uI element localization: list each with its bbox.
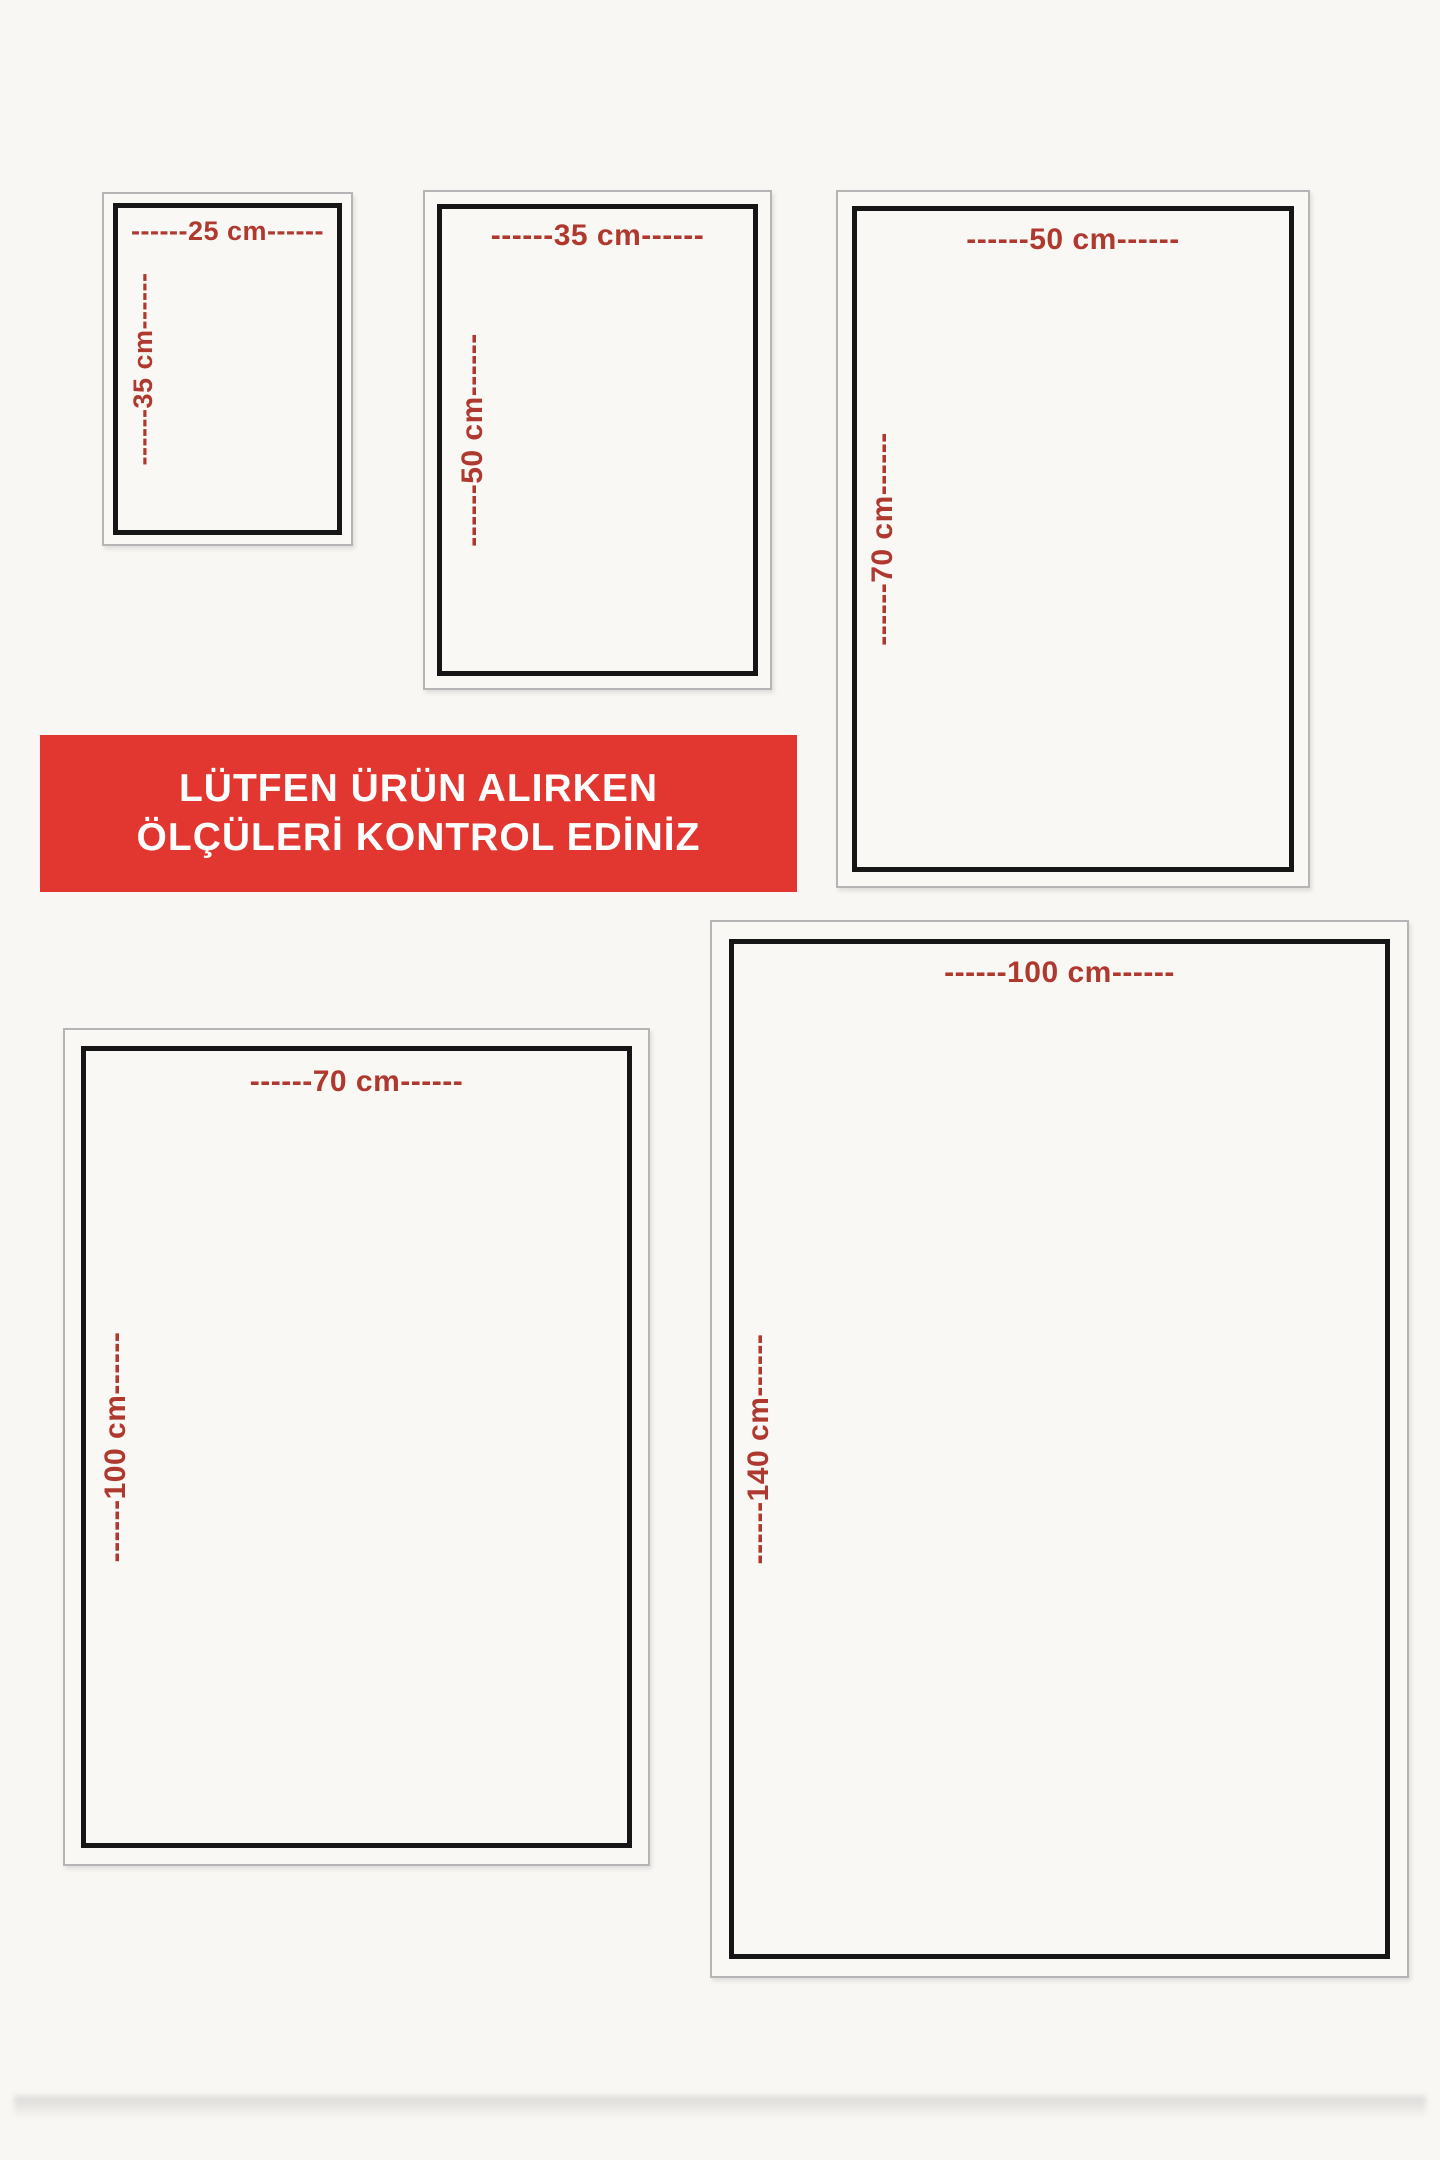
height-dimension-label: ------50 cm------ <box>456 333 489 547</box>
size-box-25x35-frame <box>113 203 342 535</box>
size-box-35x50 <box>423 190 772 690</box>
width-dimension-label: ------100 cm------ <box>944 956 1175 989</box>
size-box-70x100 <box>63 1028 650 1866</box>
height-dimension-label: ------100 cm------ <box>99 1331 132 1563</box>
size-box-70x100-frame <box>81 1046 632 1848</box>
warning-banner-line2: ÖLÇÜLERİ KONTROL EDİNİZ <box>136 815 701 859</box>
size-box-50x70-frame <box>852 206 1294 872</box>
width-dimension-label: ------35 cm------ <box>490 219 705 252</box>
size-box-25x35 <box>102 192 353 546</box>
warning-banner <box>40 735 797 892</box>
height-dimension-label: ------140 cm------ <box>742 1333 775 1565</box>
warning-banner-line1: LÜTFEN ÜRÜN ALIRKEN <box>178 766 659 810</box>
size-box-100x140-frame <box>729 939 1390 1959</box>
width-dimension-label: ------25 cm------ <box>131 216 324 246</box>
height-dimension-label: ------35 cm------ <box>128 272 158 466</box>
size-box-50x70 <box>836 190 1310 888</box>
height-dimension-label: ------70 cm------ <box>866 432 899 646</box>
width-dimension-label: ------50 cm------ <box>966 223 1180 256</box>
size-box-35x50-frame <box>437 204 758 676</box>
page-edge-shadow <box>14 2096 1426 2118</box>
size-box-100x140 <box>710 920 1409 1978</box>
width-dimension-label: ------70 cm------ <box>249 1065 464 1098</box>
